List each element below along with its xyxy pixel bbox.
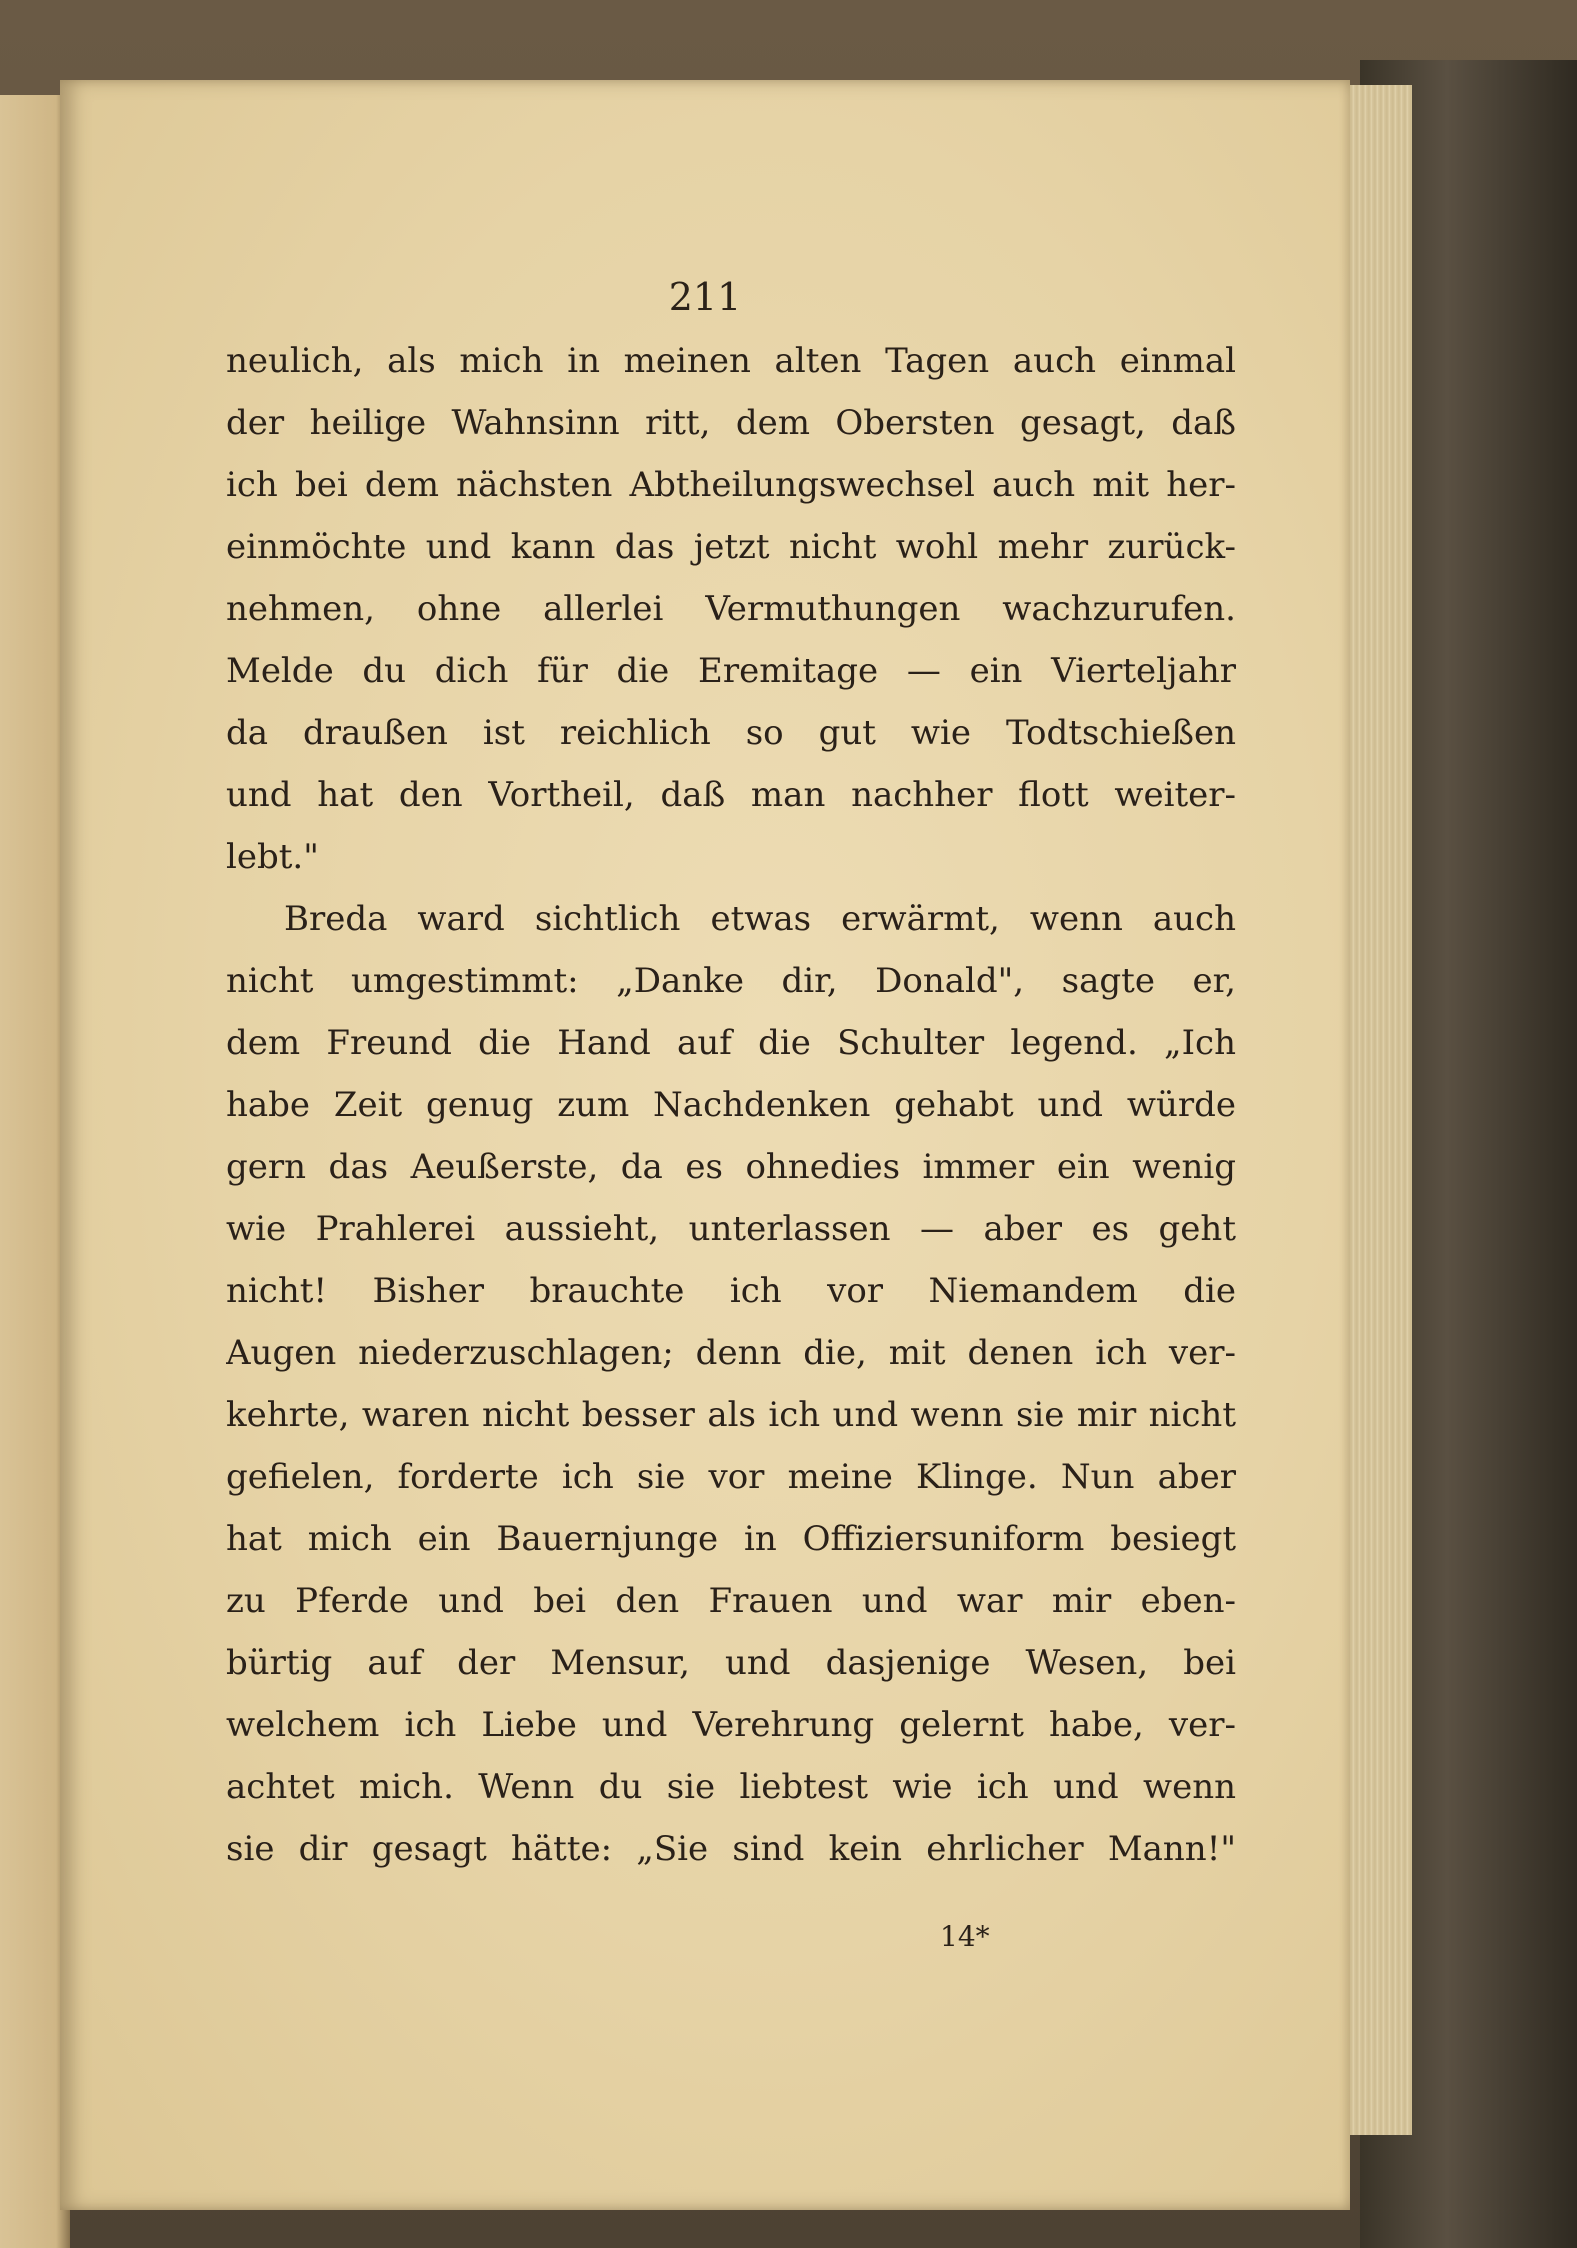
text-line: wie Prahlerei aussieht, unterlassen — aber es geht: [226, 1209, 1236, 1249]
page-stack-edge: [1340, 85, 1412, 2135]
text-line: dem Freund die Hand auf die Schulter legend. „Ich: [226, 1023, 1236, 1063]
book-page: [60, 80, 1350, 2210]
text-line: und hat den Vortheil, daß man nachher flott weiter-: [226, 775, 1236, 815]
text-line: lebt.": [226, 837, 319, 877]
text-line: nicht umgestimmt: „Danke dir, Donald", sagte er,: [226, 961, 1236, 1001]
text-line: gern das Aeußerste, da es ohnedies immer ein wenig: [226, 1147, 1236, 1187]
text-line: bürtig auf der Mensur, und dasjenige Wesen, bei: [226, 1643, 1236, 1683]
text-line: achtet mich. Wenn du sie liebtest wie ich und wenn: [226, 1767, 1236, 1807]
text-line: zu Pferde und bei den Frauen und war mir eben-: [226, 1581, 1236, 1621]
page-number: 211: [668, 275, 742, 319]
page-text: [226, 330, 1236, 1880]
signature-mark: 14*: [940, 1920, 990, 1953]
text-line: nehmen, ohne allerlei Vermuthungen wachzurufen.: [226, 589, 1236, 629]
text-line: nicht! Bisher brauchte ich vor Niemandem die: [226, 1271, 1236, 1311]
text-line: hat mich ein Bauernjunge in Offiziersuniform besiegt: [226, 1519, 1236, 1559]
text-line: der heilige Wahnsinn ritt, dem Obersten gesagt, daß: [226, 403, 1236, 443]
text-line: welchem ich Liebe und Verehrung gelernt habe, ver-: [226, 1705, 1236, 1745]
text-line: ich bei dem nächsten Abtheilungswechsel auch mit her-: [226, 465, 1236, 505]
text-line: einmöchte und kann das jetzt nicht wohl mehr zurück-: [226, 527, 1236, 567]
text-line: Melde du dich für die Eremitage — ein Vierteljahr: [226, 651, 1236, 691]
text-line: Augen niederzuschlagen; denn die, mit denen ich ver-: [226, 1333, 1236, 1373]
text-line: habe Zeit genug zum Nachdenken gehabt und würde: [226, 1085, 1236, 1125]
text-line: da draußen ist reichlich so gut wie Todtschießen: [226, 713, 1236, 753]
text-line: Breda ward sichtlich etwas erwärmt, wenn auch: [284, 899, 1236, 939]
text-line: neulich, als mich in meinen alten Tagen auch einmal: [226, 341, 1236, 381]
text-line: sie dir gesagt hätte: „Sie sind kein ehrlicher Mann!": [226, 1829, 1236, 1869]
text-line: gefielen, forderte ich sie vor meine Klinge. Nun aber: [226, 1457, 1236, 1497]
text-line: kehrte, waren nicht besser als ich und wenn sie mir nicht: [226, 1395, 1236, 1435]
